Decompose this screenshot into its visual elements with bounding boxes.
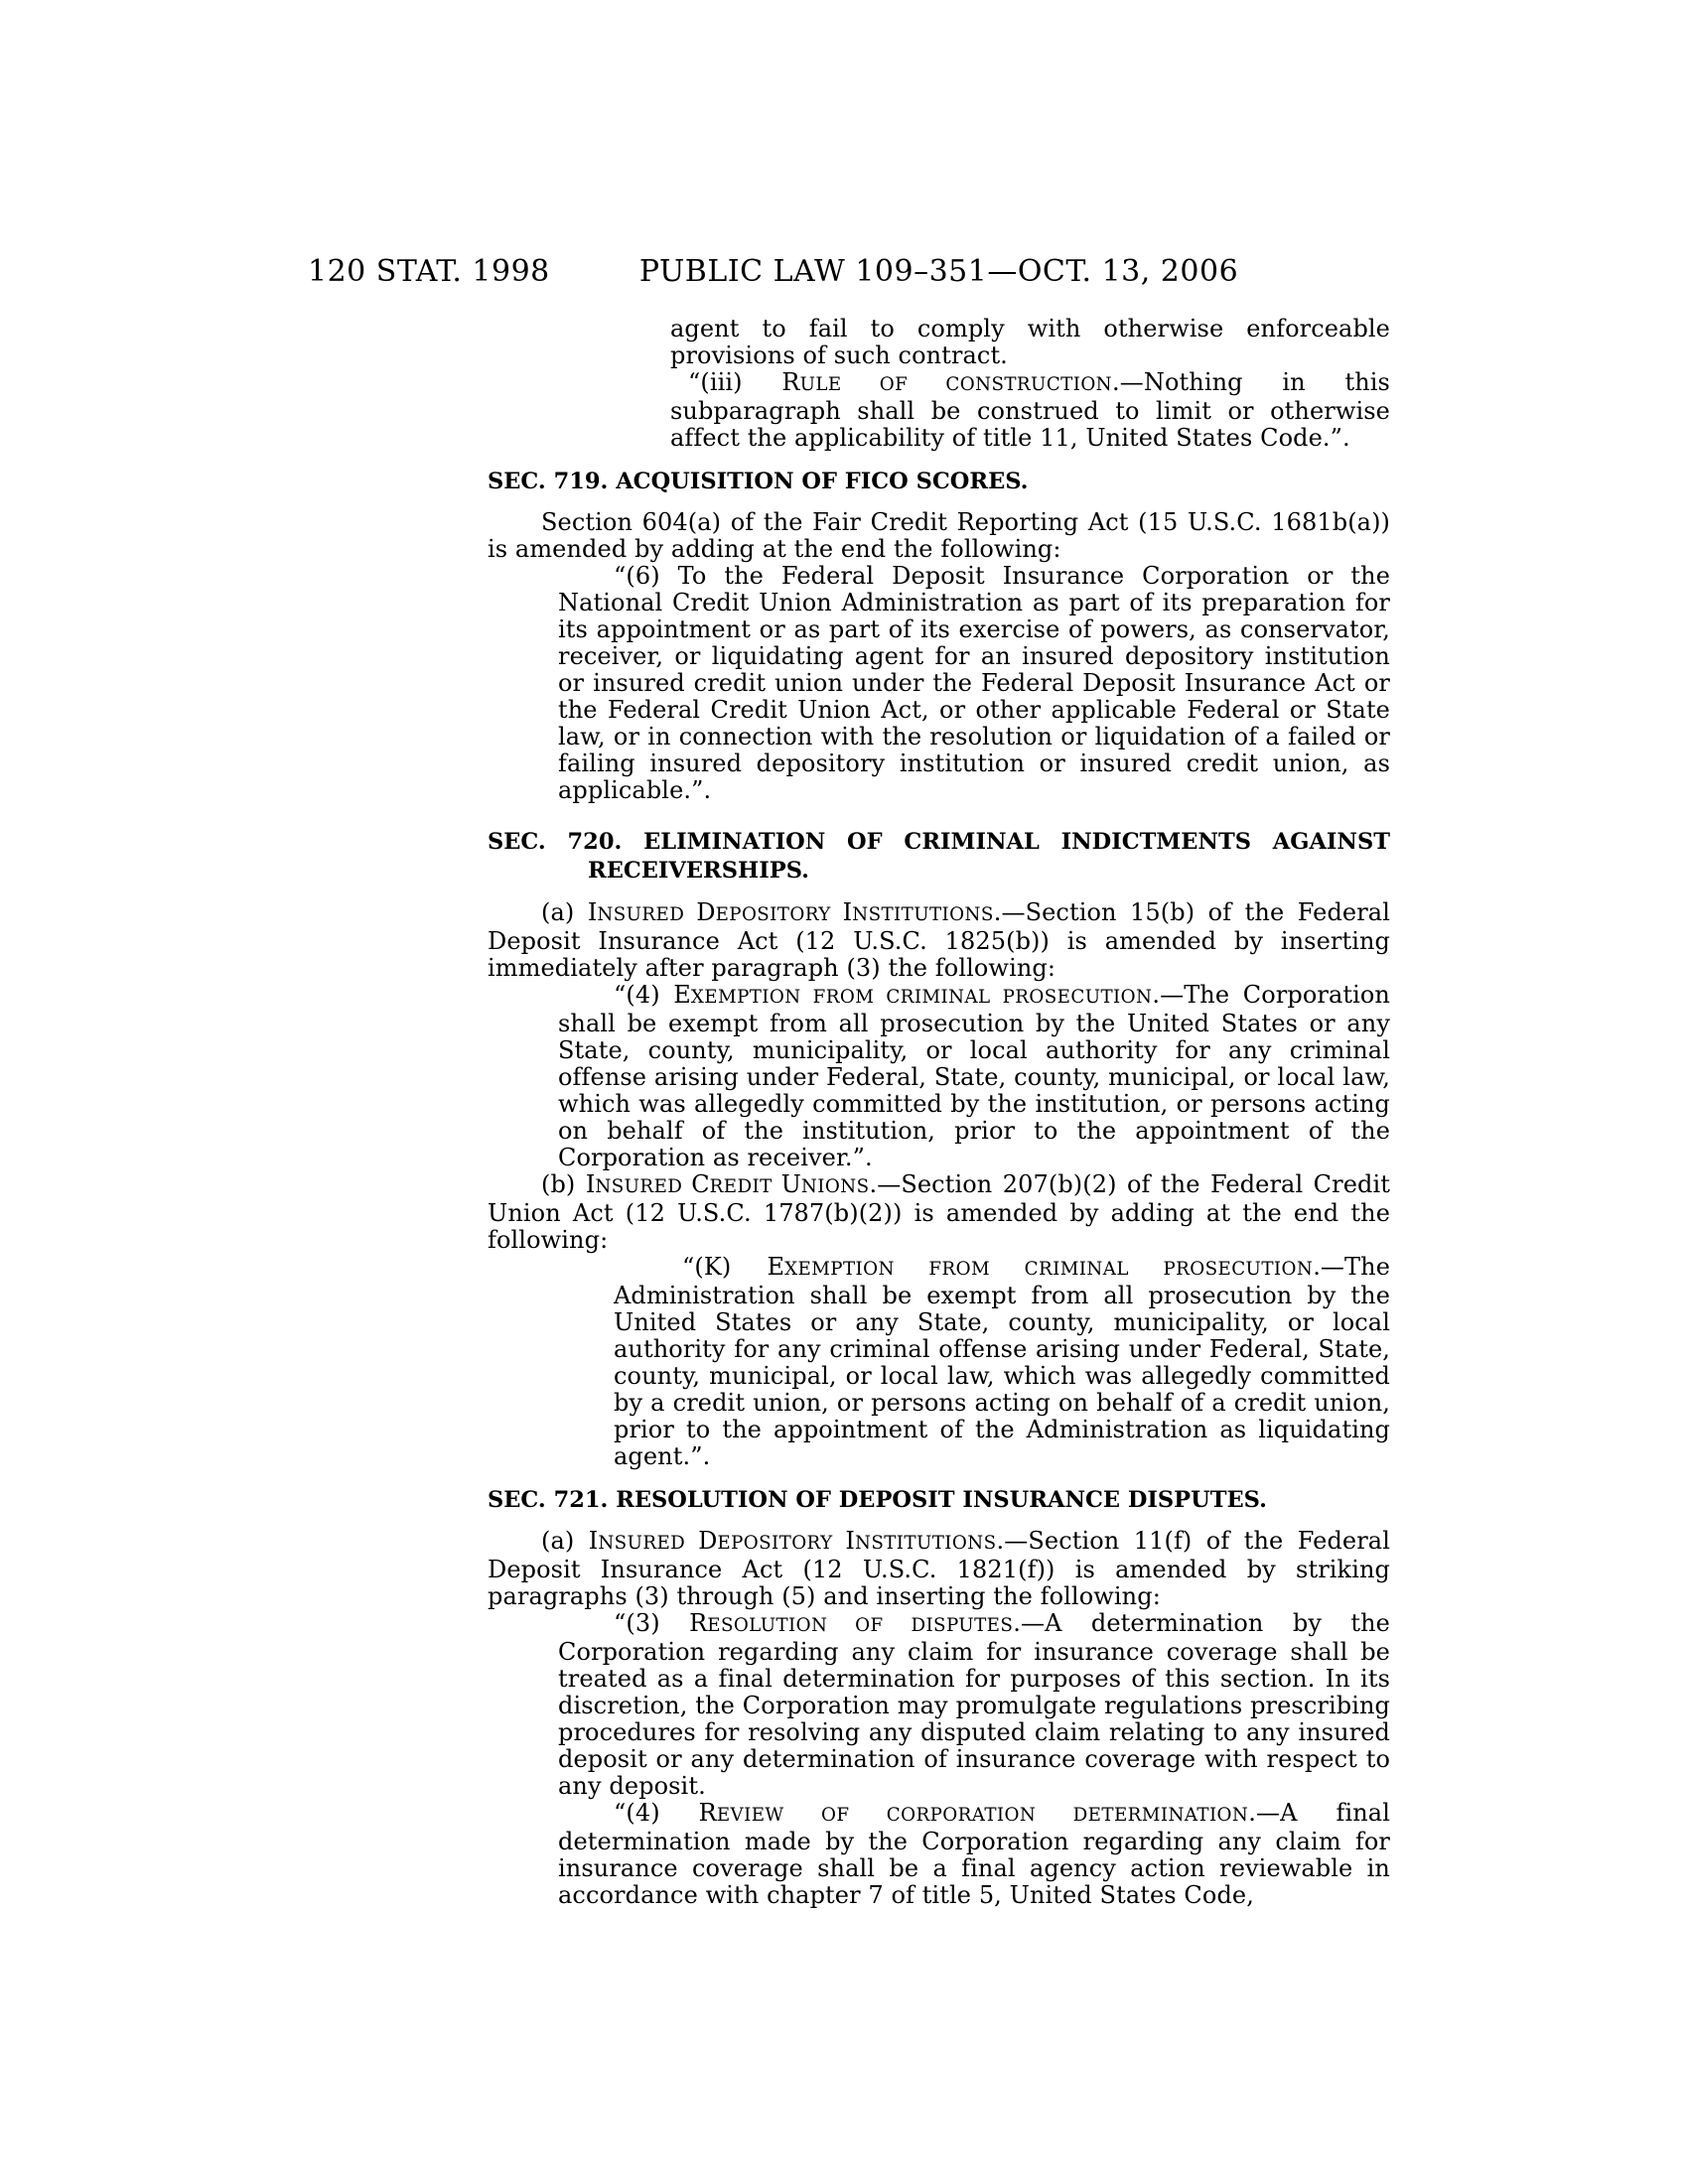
small-caps-run: NSTITUTIONS [855,1533,997,1554]
sec-720-subsection-a: (a) INSURED DEPOSITORY INSTITUTIONS.—Section 15(b) of the Federal Deposit Insurance Act (12 U.S.C. 1825(b)) is amended by inserting immediately after paragraph (3) the following: [488,898,1390,982]
sec-720-subsection-b: (b) INSURED CREDIT UNIONS.—Section 207(b)(2) of the Federal Credit Union Act (12 U.S.C. 1787(b)(2)) is amended by adding at the end the following: [488,1170,1390,1254]
sec-721-heading: SEC. 721. RESOLUTION OF DEPOSIT INSURANCE DISPUTES. [488,1487,1267,1513]
small-caps-run: EVIEW OF CORPORATION DETERMINATION [716,1805,1249,1826]
running-header [0,254,1688,294]
paragraph-721-3: “(3) RESOLUTION OF DISPUTES.—A determination by the Corporation regarding any claim for insurance coverage shall be treated as a final determination for purposes of this section. In its discretion, the Corporation may promulgate regulations prescribing procedures for resolving any disputed claim relating to any insured deposit or any determination of insurance coverage with respect to any deposit. [558,1609,1390,1800]
paragraph-720-4: “(4) EXEMPTION FROM CRIMINAL PROSECUTION.—The Corporation shall be exempt from all prosecution by the United States or any State, county, municipality, or local authority for any criminal offense arising under Federal, State, county, municipal, or local law, which was allegedly committed by the institution, or persons acting on behalf of the institution, prior to the appointment of the Corporation as receiver.”. [558,981,1390,1171]
sec-719-heading: SEC. 719. ACQUISITION OF FICO SCORES. [488,469,1029,494]
small-caps-run: NSURED [597,904,697,925]
small-caps-run: ESOLUTION OF DISPUTES [707,1615,1014,1636]
sec-721-subsection-a: (a) INSURED DEPOSITORY INSTITUTIONS.—Section 11(f) of the Federal Deposit Insurance Act (12 U.S.C. 1821(f)) is amended by striking paragraphs (3) through (5) and inserting the following: [488,1527,1390,1610]
small-caps-run: NSTITUTIONS [852,904,994,925]
public-law-title: PUBLIC LAW 109–351—OCT. 13, 2006 [638,254,1239,289]
sec-720-heading: SEC. 720. ELIMINATION OF CRIMINAL INDICTMENTS AGAINST RECEIVERSHIPS. [488,829,1390,884]
paragraph-721-4: “(4) REVIEW OF CORPORATION DETERMINATION.—A final determination made by the Corporation regarding any claim for insurance coverage shall be a final agency action reviewable in accordance with chapter 7 of title 5, United States Code, [558,1799,1390,1909]
continued-paragraph: agent to fail to comply with otherwise enforceable provisions of such contract. [670,315,1390,369]
small-caps-run: NSURED [598,1533,699,1554]
small-caps-run: EPOSITORY [715,904,843,925]
small-caps-run: REDIT [709,1176,781,1197]
clause-iii-rule-of-construction: “(iii) RULE OF CONSTRUCTION.—Nothing in this subparagraph shall be construed to limit or otherwise affect the applicability of title 11, United States Code.”. [670,368,1390,452]
statute-text [488,316,1390,1909]
small-caps-run: EPOSITORY [717,1533,846,1554]
paragraph-6: “(6) To the Federal Deposit Insurance Corporation or the National Credit Union Administration as part of its preparation for its appointment or as part of its exercise of powers, as conservator, receiver, or liquidating agent for an insured depository institution or insured credit union under the Federal Deposit Insurance Act or the Federal Credit Union Act, or other applicable Federal or State law, or in connection with the resolution or liquidation of a failed or failing insured depository institution or insured credit union, as applicable.”. [558,562,1390,804]
stat-page-number: 120 STAT. 1998 [308,254,550,289]
small-caps-run: NSURED [595,1176,692,1197]
paragraph-720-K: “(K) EXEMPTION FROM CRIMINAL PROSECUTION.—The Administration shall be exempt from all prosecution by the United States or any State, county, municipality, or local authority for any criminal offense arising under Federal, State, county, municipal, or local law, which was allegedly committed by a credit union, or persons acting on behalf of a credit union, prior to the appointment of the Administration as liquidating agent.”. [614,1253,1390,1470]
small-caps-run: XEMPTION FROM CRIMINAL PROSECUTION [690,987,1153,1008]
small-caps-run: XEMPTION FROM CRIMINAL PROSECUTION [784,1259,1314,1280]
small-caps-run: ULE OF CONSTRUCTION [799,374,1113,395]
small-caps-run: NIONS [800,1176,870,1197]
sec-719-intro: Section 604(a) of the Fair Credit Reporting Act (15 U.S.C. 1681b(a)) is amended by adding at the end the following: [488,508,1390,563]
